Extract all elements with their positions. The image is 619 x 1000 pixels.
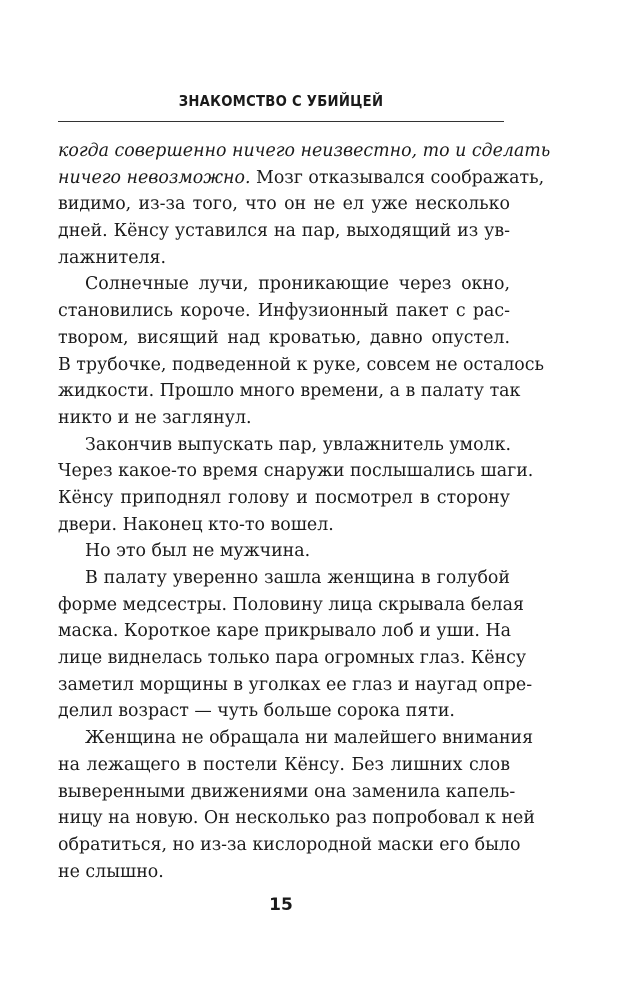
text-line: не слышно. [58, 861, 164, 882]
running-header: ЗНАКОМСТВО С УБИЙЦЕЙ [178, 92, 384, 110]
header-rule [58, 121, 504, 122]
text-line: никто и не заглянул. [58, 407, 252, 428]
text-line: ничего невозможно. Мозг отказывался соображать, [58, 167, 545, 188]
text-line: В палату уверенно зашла женщина в голубой [85, 568, 510, 588]
text-line: становились короче. Инфузионный пакет с рас- [58, 301, 510, 322]
text-line: Солнечные лучи, проникающие через окно, [85, 274, 510, 295]
text-line: когда совершенно ничего неизвестно, то и сделать [58, 141, 551, 161]
text-line: форме медсестры. Половину лица скрывала белая [58, 594, 524, 615]
body-text [58, 138, 551, 885]
text-line: твором, висящий над кроватью, давно опустел. [58, 327, 510, 348]
text-line: жидкости. Прошло много времени, а в палату так [58, 381, 521, 402]
text-line: Кёнсу приподнял голову и посмотрел в сторону [58, 487, 510, 508]
text-line: двери. Наконец кто-то вошел. [58, 514, 334, 535]
text-line: Через какое-то время снаружи послышались шаги. [58, 461, 534, 482]
text-line: делил возраст — чуть больше сорока пяти. [58, 701, 455, 722]
text-line: маска. Короткое каре прикрывало лоб и уши. На [58, 621, 512, 642]
text-line: лажнителя. [58, 247, 167, 268]
text-line: Закончив выпускать пар, увлажнитель умолк. [85, 434, 511, 455]
text-line: лице виднелась только пара огромных глаз. Кёнсу [58, 648, 527, 669]
text-line: на лежащего в постели Кёнсу. Без лишних слов [58, 754, 510, 775]
text-line: ницу на новую. Он несколько раз попробовал к ней [58, 808, 535, 829]
text-line: дней. Кёнсу уставился на пар, выходящий из ув- [58, 221, 510, 242]
text-line: обратиться, но из-за кислородной маски его было [58, 834, 521, 855]
text-line: выверенными движениями она заменила капель- [58, 781, 516, 802]
text-line: Но это был не мужчина. [85, 541, 311, 562]
text-line: В трубочке, подведенной к руке, совсем не осталось [58, 354, 544, 375]
text-line: Женщина не обращала ни малейшего внимания [85, 728, 534, 749]
text-line: заметил морщины в уголках ее глаз и наугад опре- [58, 674, 533, 695]
text-line: видимо, из-за того, что он не ел уже несколько [58, 194, 510, 215]
page-number: 15 [269, 895, 293, 915]
